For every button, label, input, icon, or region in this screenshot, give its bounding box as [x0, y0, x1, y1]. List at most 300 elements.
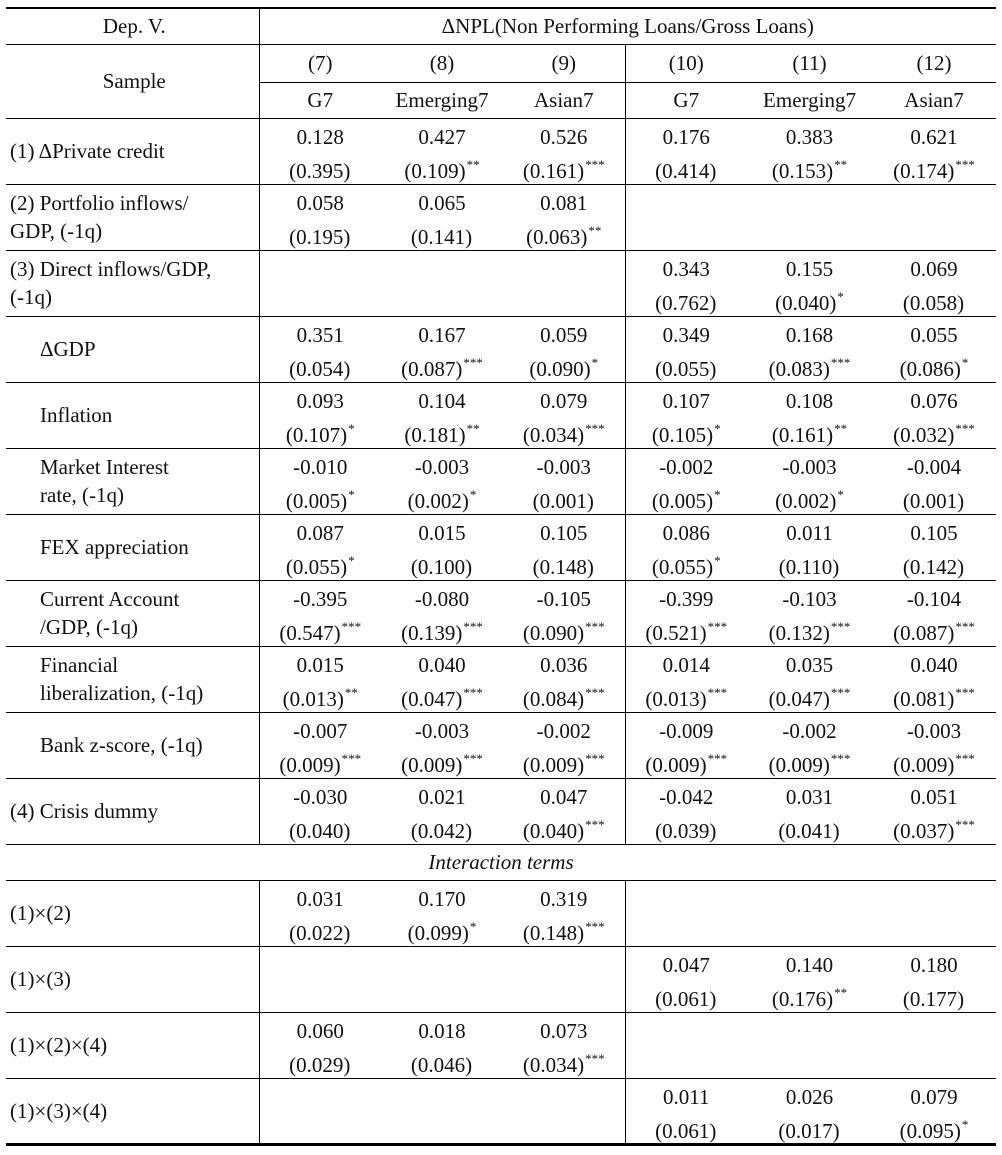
standard-error-wrap [503, 613, 625, 645]
significance-stars: *** [955, 685, 975, 700]
table-row [6, 250, 996, 316]
coefficient: 0.079 [910, 1084, 958, 1109]
standard-error-wrap [872, 1045, 996, 1073]
table-cell [747, 580, 872, 646]
coefficient [381, 255, 503, 283]
coefficient [626, 885, 748, 913]
coefficient: 0.069 [910, 257, 958, 281]
coefficient: 0.021 [418, 785, 466, 809]
significance-stars: ** [344, 685, 358, 700]
standard-error-wrap [872, 979, 996, 1011]
significance-stars: *** [463, 619, 483, 634]
table-cell [259, 712, 381, 778]
section-row [6, 844, 996, 880]
standard-error: (0.013) [645, 687, 707, 711]
row-label [6, 580, 259, 646]
significance-stars: *** [463, 685, 483, 700]
table-cell [872, 1078, 996, 1144]
standard-error: (0.142) [902, 555, 965, 579]
coefficient: -0.105 [536, 587, 591, 611]
col-number: (10) [625, 44, 747, 82]
standard-error: (0.009) [893, 753, 955, 777]
table-cell [503, 580, 625, 646]
standard-error: (0.177) [902, 987, 965, 1011]
coefficient: 0.018 [418, 1019, 466, 1043]
coefficient: 0.427 [418, 125, 466, 149]
coefficient: 0.128 [296, 125, 344, 149]
coefficient [503, 1083, 625, 1111]
col-number: (9) [503, 44, 625, 82]
table-row [6, 118, 996, 184]
table-cell [381, 580, 503, 646]
standard-error-wrap [503, 1045, 625, 1077]
significance-stars: * [591, 355, 599, 370]
significance-stars: ** [588, 223, 602, 238]
standard-error-wrap [747, 349, 872, 381]
standard-error-wrap [260, 1111, 382, 1139]
standard-error: (0.181) [404, 423, 466, 447]
standard-error: (0.762) [655, 291, 717, 315]
col-sample: Emerging7 [381, 82, 503, 118]
standard-error: (0.040) [775, 291, 837, 315]
standard-error-wrap [381, 811, 503, 843]
significance-stars: * [961, 1116, 969, 1132]
table-cell [503, 118, 625, 184]
standard-error: (0.081) [893, 687, 955, 711]
coefficient: 0.105 [540, 521, 588, 545]
standard-error: (0.034) [522, 1053, 585, 1077]
table-cell [503, 250, 625, 316]
table-row [6, 1012, 996, 1078]
table-cell [381, 1078, 503, 1144]
standard-error-wrap [747, 679, 872, 711]
standard-error-wrap [381, 547, 503, 579]
coefficient [260, 255, 382, 283]
standard-error: (0.055) [285, 555, 348, 579]
standard-error-wrap [626, 745, 748, 777]
coefficient: 0.015 [418, 521, 466, 545]
standard-error-wrap [626, 1045, 748, 1073]
standard-error: (0.055) [655, 357, 717, 381]
standard-error-wrap [872, 415, 996, 447]
standard-error: (0.001) [532, 489, 594, 513]
significance-stars: * [348, 553, 355, 568]
significance-stars: *** [707, 619, 728, 634]
standard-error-wrap [747, 217, 872, 245]
standard-error-wrap [626, 811, 748, 843]
table-row [6, 646, 996, 712]
coefficient: 0.035 [785, 653, 834, 677]
standard-error-wrap [872, 481, 996, 513]
standard-error: (0.100) [410, 555, 473, 579]
table-row [6, 880, 996, 946]
standard-error-wrap [260, 613, 382, 645]
significance-stars: * [469, 487, 477, 502]
standard-error-wrap [381, 613, 503, 645]
standard-error-wrap [747, 913, 872, 941]
significance-stars: *** [707, 685, 728, 700]
table-cell [259, 250, 381, 316]
table-cell [872, 580, 996, 646]
table-cell [381, 448, 503, 514]
standard-error-wrap [260, 1045, 382, 1077]
coefficient: 0.140 [785, 953, 834, 977]
coefficient: 0.073 [540, 1019, 588, 1043]
significance-stars: * [714, 487, 721, 502]
standard-error-wrap [503, 415, 625, 447]
standard-error: (0.061) [655, 1118, 717, 1143]
standard-error: (0.174) [893, 159, 955, 183]
standard-error-wrap [381, 1045, 503, 1077]
standard-error: (0.161) [522, 159, 585, 183]
significance-stars: * [348, 421, 355, 436]
coefficient: 0.167 [418, 323, 466, 347]
significance-stars: *** [341, 751, 362, 766]
coefficient: 0.526 [540, 125, 588, 149]
coefficient [872, 189, 996, 217]
standard-error-wrap [872, 613, 996, 645]
coefficient: -0.004 [906, 455, 962, 479]
standard-error-wrap [872, 151, 996, 183]
significance-stars: *** [955, 421, 975, 436]
table-cell [747, 880, 872, 946]
table-cell [872, 1012, 996, 1078]
row-label-line: Bank z-score, (-1q) [40, 733, 203, 757]
coefficient [872, 1017, 996, 1045]
header-row-dep [6, 8, 996, 44]
row-label [6, 646, 259, 712]
standard-error-wrap [260, 547, 382, 579]
table-cell [259, 580, 381, 646]
standard-error-wrap [626, 613, 748, 645]
table-cell [625, 1078, 747, 1144]
row-label [6, 1012, 259, 1078]
table-row [6, 382, 996, 448]
standard-error: (0.040) [522, 819, 585, 843]
table-cell [872, 712, 996, 778]
table-cell [625, 946, 747, 1012]
standard-error: (0.002) [407, 489, 469, 513]
coefficient: -0.399 [659, 587, 714, 611]
significance-stars: *** [585, 817, 605, 832]
row-label-line: Financial [40, 653, 119, 677]
significance-stars: ** [834, 985, 848, 1000]
coefficient: 0.107 [662, 389, 710, 413]
coefficient: -0.042 [659, 785, 714, 809]
table-cell [625, 250, 747, 316]
standard-error-wrap [260, 913, 382, 945]
table-cell [747, 118, 872, 184]
table-cell [381, 1012, 503, 1078]
coefficient: 0.065 [418, 191, 466, 215]
coefficient: 0.108 [785, 389, 834, 413]
standard-error-wrap [503, 349, 625, 381]
standard-error: (0.009) [645, 753, 707, 777]
coefficient: 0.105 [910, 521, 958, 545]
standard-error: (0.148) [532, 555, 594, 579]
standard-error: (0.047) [768, 687, 830, 711]
table-row [6, 580, 996, 646]
standard-error: (0.083) [768, 357, 830, 381]
standard-error: (0.005) [285, 489, 348, 513]
table-cell [747, 646, 872, 712]
coefficient: -0.003 [536, 455, 591, 479]
standard-error-wrap [747, 811, 872, 843]
header-row-numbers [6, 44, 996, 82]
standard-error: (0.148) [522, 921, 585, 945]
coefficient: -0.003 [414, 455, 470, 479]
coefficient [872, 885, 996, 913]
col-number: (7) [259, 44, 381, 82]
table-cell [259, 448, 381, 514]
standard-error: (0.034) [522, 423, 585, 447]
standard-error-wrap [872, 349, 996, 381]
standard-error: (0.055) [651, 555, 714, 579]
standard-error: (0.395) [289, 159, 351, 183]
row-label-line: liberalization, (-1q) [40, 681, 204, 705]
sample-label: Sample [6, 44, 259, 118]
coefficient: 0.059 [540, 323, 588, 347]
standard-error: (0.054) [289, 357, 351, 381]
standard-error-wrap [503, 151, 625, 183]
coefficient [503, 951, 625, 979]
table-cell [625, 880, 747, 946]
significance-stars: *** [955, 817, 975, 832]
standard-error: (0.107) [285, 423, 348, 447]
coefficient: 0.015 [296, 653, 344, 677]
standard-error-wrap [626, 415, 748, 447]
standard-error: (0.109) [404, 159, 466, 183]
coefficient: 0.060 [296, 1019, 344, 1043]
significance-stars: *** [585, 157, 605, 172]
table-cell [503, 646, 625, 712]
standard-error: (0.141) [410, 225, 473, 249]
significance-stars: *** [341, 619, 362, 634]
row-label-line: Inflation [40, 403, 113, 427]
coefficient: -0.002 [536, 719, 591, 743]
coefficient: 0.014 [662, 653, 710, 677]
table-cell [625, 1012, 747, 1078]
table-cell [503, 1078, 625, 1144]
coefficient [381, 951, 503, 979]
standard-error: (0.009) [768, 753, 830, 777]
row-label-line: (1) ΔPrivate credit [10, 139, 165, 163]
standard-error: (0.029) [289, 1053, 351, 1077]
table-cell [747, 448, 872, 514]
coefficient: 0.319 [540, 887, 588, 911]
table-cell [872, 778, 996, 844]
standard-error: (0.009) [522, 753, 585, 777]
coefficient: -0.007 [293, 719, 348, 743]
row-label [6, 316, 259, 382]
standard-error: (0.414) [655, 159, 717, 183]
row-label [6, 250, 259, 316]
table-row [6, 712, 996, 778]
table-cell [381, 712, 503, 778]
table-row [6, 184, 996, 250]
coefficient: -0.080 [414, 587, 470, 611]
coefficient: 0.040 [910, 653, 958, 677]
standard-error: (0.041) [778, 819, 840, 843]
significance-stars: ** [834, 157, 848, 172]
table-cell [381, 778, 503, 844]
table-cell [381, 946, 503, 1012]
table-cell [625, 646, 747, 712]
standard-error-wrap [381, 349, 503, 381]
standard-error-wrap [260, 979, 382, 1007]
table-cell [625, 778, 747, 844]
coefficient: 0.383 [785, 125, 834, 149]
standard-error-wrap [503, 979, 625, 1007]
coefficient: 0.104 [418, 389, 466, 413]
table-cell [747, 514, 872, 580]
standard-error-wrap [260, 745, 382, 777]
standard-error-wrap [747, 283, 872, 315]
row-label-line: (-1q) [10, 285, 52, 309]
coefficient: 0.349 [662, 323, 710, 347]
standard-error: (0.022) [289, 921, 351, 945]
coefficient: 0.076 [910, 389, 958, 413]
coefficient: 0.621 [910, 125, 958, 149]
standard-error: (0.032) [893, 423, 955, 447]
significance-stars: *** [955, 157, 975, 172]
standard-error-wrap [381, 283, 503, 311]
significance-stars: *** [585, 1051, 605, 1066]
standard-error-wrap [872, 679, 996, 711]
standard-error: (0.095) [899, 1118, 961, 1143]
standard-error: (0.153) [771, 159, 834, 183]
standard-error-wrap [747, 481, 872, 513]
standard-error: (0.521) [645, 621, 707, 645]
standard-error: (0.086) [899, 357, 961, 381]
significance-stars: *** [830, 685, 851, 700]
standard-error: (0.195) [289, 225, 351, 249]
coefficient: 0.047 [540, 785, 588, 809]
table-cell [872, 646, 996, 712]
table-cell [747, 1012, 872, 1078]
standard-error-wrap [626, 679, 748, 711]
standard-error: (0.009) [401, 753, 463, 777]
row-label-line: Current Account [40, 587, 180, 611]
coefficient: -0.003 [782, 455, 837, 479]
table-cell [625, 382, 747, 448]
significance-stars: * [837, 487, 844, 502]
row-label-line: (3) Direct inflows/GDP, [10, 257, 212, 281]
standard-error: (0.061) [655, 987, 717, 1011]
row-label-line: Market Interest [40, 455, 169, 479]
table-cell [872, 250, 996, 316]
standard-error-wrap [381, 979, 503, 1007]
standard-error: (0.132) [768, 621, 830, 645]
coefficient: 0.051 [910, 785, 958, 809]
coefficient: -0.002 [659, 455, 714, 479]
table-cell [625, 514, 747, 580]
standard-error-wrap [503, 913, 625, 945]
standard-error-wrap [626, 913, 748, 941]
standard-error-wrap [872, 547, 996, 579]
table-cell [259, 118, 381, 184]
row-label-line: FEX appreciation [40, 535, 189, 559]
standard-error: (0.042) [410, 819, 473, 843]
standard-error: (0.176) [771, 987, 834, 1011]
coefficient [260, 1083, 382, 1111]
standard-error-wrap [260, 151, 382, 183]
col-sample: Emerging7 [747, 82, 872, 118]
coefficient: 0.031 [785, 785, 834, 809]
table-row [6, 514, 996, 580]
significance-stars: *** [585, 919, 605, 934]
significance-stars: * [837, 289, 844, 304]
col-sample: Asian7 [503, 82, 625, 118]
table-cell [747, 250, 872, 316]
standard-error: (0.046) [410, 1053, 473, 1077]
standard-error: (0.047) [401, 687, 463, 711]
standard-error-wrap [381, 913, 503, 945]
coefficient: 0.168 [785, 323, 834, 347]
coefficient: 0.180 [910, 953, 958, 977]
col-number: (12) [872, 44, 996, 82]
standard-error-wrap [503, 217, 625, 249]
standard-error-wrap [260, 349, 382, 381]
standard-error-wrap [381, 745, 503, 777]
coefficient: 0.031 [296, 887, 344, 911]
standard-error-wrap [626, 283, 748, 315]
standard-error-wrap [626, 1111, 748, 1143]
coefficient: 0.093 [296, 389, 344, 413]
coefficient: 0.087 [296, 521, 344, 545]
standard-error-wrap [626, 349, 748, 381]
significance-stars: * [714, 553, 721, 568]
standard-error-wrap [503, 745, 625, 777]
row-label-line: (1)×(2)×(4) [10, 1033, 108, 1057]
table-cell [381, 250, 503, 316]
table-cell [747, 382, 872, 448]
table-row [6, 778, 996, 844]
table-cell [259, 880, 381, 946]
table-row [6, 1078, 996, 1144]
coefficient: -0.002 [782, 719, 837, 743]
significance-stars: *** [830, 355, 851, 370]
table-cell [259, 1078, 381, 1144]
table-cell [503, 712, 625, 778]
standard-error-wrap [747, 547, 872, 579]
row-label [6, 712, 259, 778]
table-row [6, 448, 996, 514]
standard-error: (0.084) [522, 687, 585, 711]
coefficient: 0.351 [296, 323, 344, 347]
coefficient [381, 1083, 503, 1111]
dep-title: ΔNPL(Non Performing Loans/Gross Loans) [259, 8, 996, 44]
significance-stars: ** [466, 421, 480, 436]
table-row [6, 316, 996, 382]
standard-error-wrap [872, 745, 996, 777]
standard-error: (0.040) [289, 819, 351, 843]
standard-error-wrap [872, 217, 996, 245]
coefficient: -0.104 [906, 587, 962, 611]
standard-error: (0.017) [778, 1118, 840, 1143]
row-label [6, 184, 259, 250]
standard-error-wrap [626, 217, 748, 245]
table-cell [625, 184, 747, 250]
table-cell [625, 580, 747, 646]
table-cell [747, 778, 872, 844]
standard-error-wrap [503, 679, 625, 711]
standard-error-wrap [872, 811, 996, 843]
coefficient [747, 1017, 872, 1045]
table-cell [259, 382, 381, 448]
standard-error: (0.090) [529, 357, 591, 381]
row-label-line: (1)×(3)×(4) [10, 1098, 108, 1123]
